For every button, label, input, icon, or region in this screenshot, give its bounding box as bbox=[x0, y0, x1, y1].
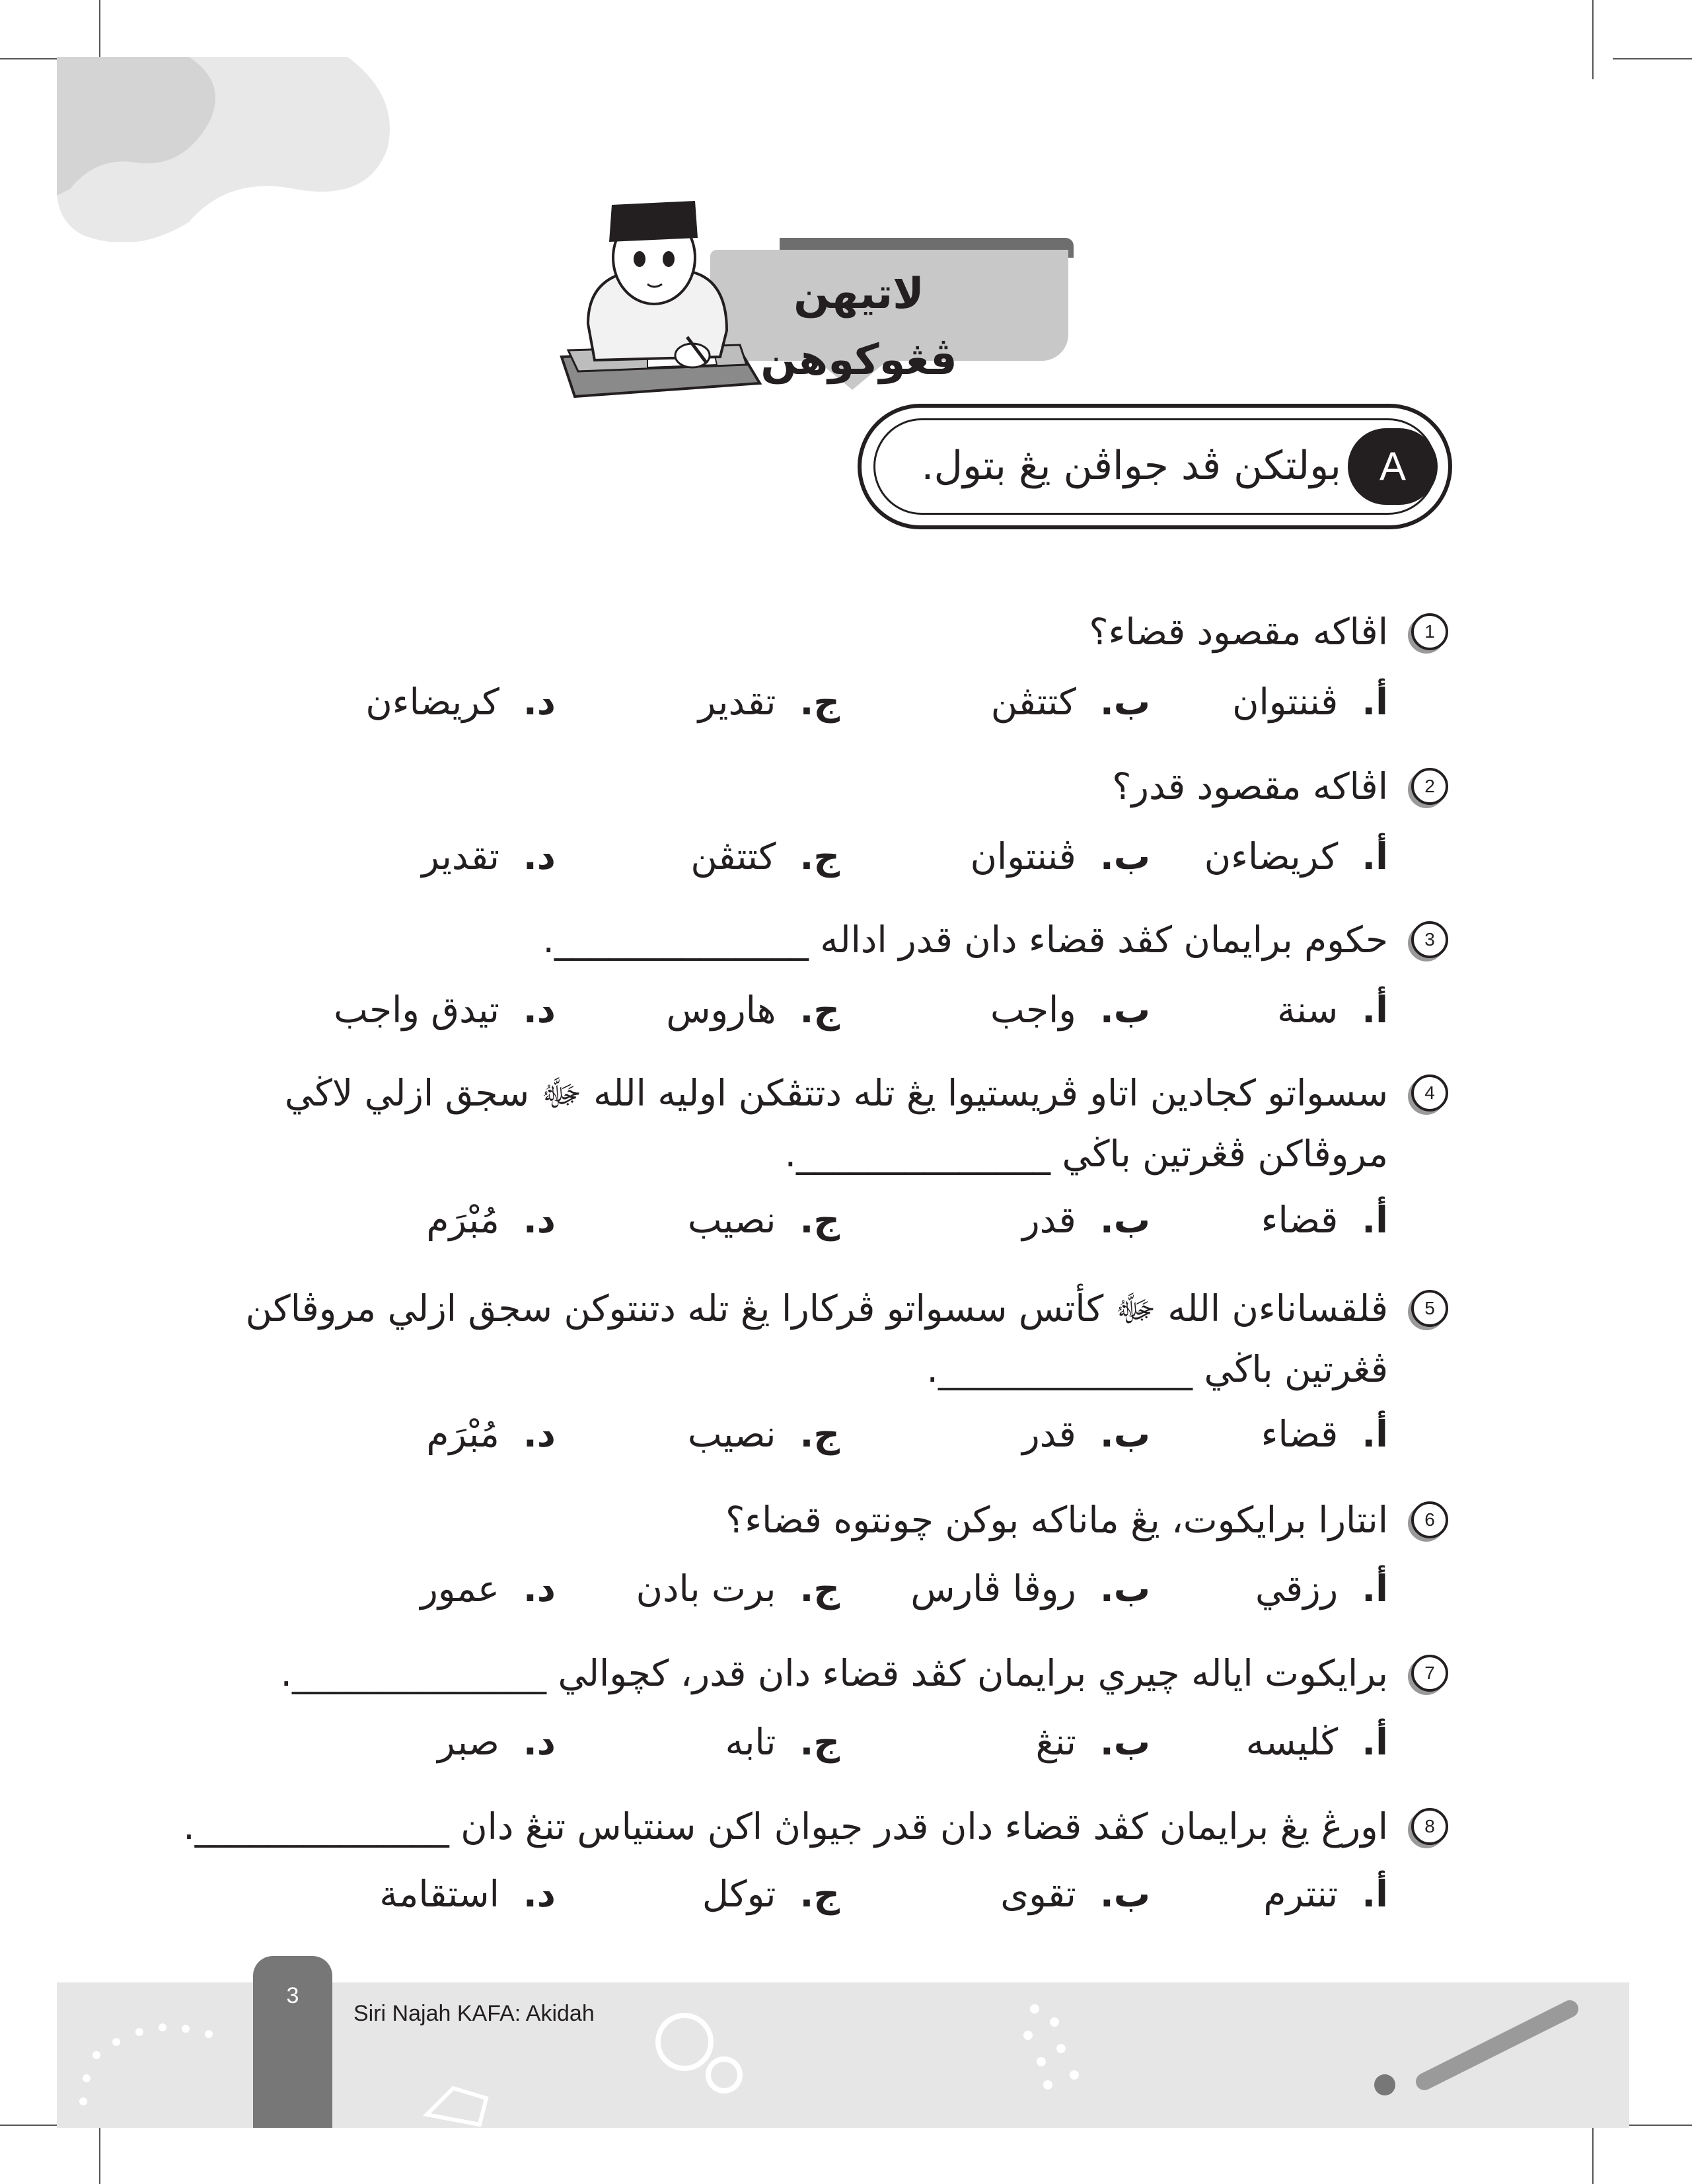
option-c bbox=[688, 1193, 840, 1246]
option-b bbox=[1036, 1715, 1150, 1768]
option-a bbox=[1204, 830, 1388, 883]
option-text: صبر bbox=[437, 1721, 499, 1763]
option-text: نصيب bbox=[687, 1199, 776, 1241]
option-letter: ب. bbox=[1099, 1873, 1150, 1915]
option-text: تيدق واجب bbox=[334, 989, 499, 1031]
option-text: تقوى bbox=[1000, 1873, 1076, 1915]
option-letter: ج. bbox=[799, 1567, 840, 1610]
option-b bbox=[990, 983, 1150, 1036]
option-letter: ب. bbox=[1099, 1413, 1150, 1455]
option-letter: أ. bbox=[1362, 989, 1388, 1031]
question-number: 3 bbox=[1411, 921, 1448, 958]
option-text: روڤا ڤارس bbox=[910, 1567, 1076, 1610]
option-letter: د. bbox=[523, 1721, 556, 1763]
option-letter: ج. bbox=[799, 1721, 840, 1763]
option-text: تقدير bbox=[422, 835, 499, 878]
option-letter: د. bbox=[523, 1413, 556, 1455]
option-text: نصيب bbox=[687, 1413, 776, 1455]
page-title: لاتيهن ڤڠوكوهن bbox=[760, 270, 957, 385]
option-text: مُبْرَم bbox=[426, 1413, 499, 1455]
instruction-text: بولتكن ڤد جواڤن يڠ بتول. bbox=[921, 443, 1341, 489]
option-text: تنڠ bbox=[1035, 1721, 1076, 1763]
question-text: انتارا برايكوت، يڠ ماناكه بوكن چونتوه قضاء؟ bbox=[725, 1499, 1388, 1541]
option-d bbox=[420, 1562, 556, 1615]
option-c bbox=[636, 1562, 840, 1615]
option-b bbox=[910, 1562, 1150, 1615]
option-text: عمور bbox=[420, 1567, 499, 1610]
question-text: سسواتو كجادين اتاو ڤريستيوا يڠ تله دتتڤكن اوليه الله ﷻ سجق ازلي لاڬي bbox=[284, 1072, 1388, 1114]
question-number: 2 bbox=[1411, 768, 1448, 805]
question-number: 1 bbox=[1411, 613, 1448, 650]
option-letter: ج. bbox=[799, 1199, 840, 1241]
series-title: Siri Najah KAFA: Akidah bbox=[353, 2001, 595, 2026]
option-letter: د. bbox=[523, 1567, 556, 1610]
option-letter: أ. bbox=[1362, 681, 1388, 723]
option-letter: ج. bbox=[799, 681, 840, 723]
option-letter: ب. bbox=[1099, 1199, 1150, 1241]
option-d bbox=[365, 675, 556, 728]
option-letter: أ. bbox=[1362, 1199, 1388, 1241]
question-text: ڤلقساناءن الله ﷻ كأتس سسواتو ڤركارا يڠ تله دتنتوكن سجق ازلي مروڤاكن bbox=[245, 1287, 1388, 1330]
option-text: قضاء bbox=[1261, 1199, 1339, 1241]
option-text: كتتڤن bbox=[990, 681, 1076, 723]
option-letter: ب. bbox=[1099, 835, 1150, 878]
option-b bbox=[1022, 1408, 1150, 1460]
question-number: 7 bbox=[1411, 1655, 1448, 1692]
option-letter: د. bbox=[523, 989, 556, 1031]
question-number: 4 bbox=[1411, 1074, 1448, 1111]
option-text: واجب bbox=[990, 989, 1076, 1031]
option-b bbox=[971, 830, 1150, 883]
option-d bbox=[422, 830, 556, 883]
option-text: تابه bbox=[725, 1721, 776, 1763]
option-d bbox=[334, 983, 556, 1036]
option-a bbox=[1246, 1715, 1388, 1768]
question-number: 8 bbox=[1411, 1808, 1448, 1845]
option-text: تقدير bbox=[698, 681, 776, 723]
option-a bbox=[1277, 983, 1388, 1036]
question-text: اورڠ يڠ برايمان كڤد قضاء دان قدر جيواڽ اكن سنتياس تنڠ دان ______________. bbox=[183, 1805, 1388, 1848]
corner-decoration bbox=[57, 57, 400, 242]
option-letter: ج. bbox=[799, 989, 840, 1031]
option-letter: د. bbox=[523, 1199, 556, 1241]
option-letter: أ. bbox=[1362, 1873, 1388, 1915]
option-c bbox=[666, 983, 840, 1036]
option-text: ڤننتوان bbox=[970, 835, 1076, 878]
question-text: برايكوت اياله چيري برايمان كڤد قضاء دان قدر، كچوالي ______________. bbox=[280, 1652, 1388, 1694]
option-letter: ب. bbox=[1099, 1567, 1150, 1610]
crop-mark bbox=[1592, 0, 1594, 79]
option-b bbox=[1000, 1867, 1150, 1920]
option-text: توكل bbox=[702, 1873, 776, 1915]
option-c bbox=[698, 675, 840, 728]
option-text: برت بادن bbox=[636, 1567, 776, 1610]
option-text: رزقي bbox=[1255, 1567, 1339, 1610]
option-text: تنترم bbox=[1263, 1873, 1339, 1915]
option-text: ڬليسه bbox=[1245, 1721, 1339, 1763]
question-text-continued: مروڤاكن ڤڠرتين باڬي ______________. bbox=[784, 1133, 1388, 1175]
option-letter: ب. bbox=[1099, 681, 1150, 723]
option-letter: د. bbox=[523, 1873, 556, 1915]
question-text: اڤاكه مقصود قدر؟ bbox=[1112, 765, 1388, 808]
option-text: مُبْرَم bbox=[426, 1199, 499, 1241]
option-letter: ب. bbox=[1099, 989, 1150, 1031]
option-c bbox=[688, 1408, 840, 1460]
question-text-continued: ڤڠرتين باڬي ______________. bbox=[926, 1348, 1388, 1390]
option-text: قدر bbox=[1022, 1413, 1076, 1455]
question-number: 5 bbox=[1411, 1290, 1448, 1327]
option-letter: ج. bbox=[799, 835, 840, 878]
option-b bbox=[1022, 1193, 1150, 1246]
question-text: اڤاكه مقصود قضاء؟ bbox=[1089, 611, 1388, 653]
option-text: ڤننتوان bbox=[1232, 681, 1339, 723]
option-c bbox=[725, 1715, 840, 1768]
option-letter: أ. bbox=[1362, 835, 1388, 878]
option-letter: د. bbox=[523, 835, 556, 878]
option-c bbox=[702, 1867, 840, 1920]
section-badge: A bbox=[1348, 428, 1438, 505]
option-a bbox=[1261, 1408, 1388, 1460]
option-text: قضاء bbox=[1261, 1413, 1339, 1455]
option-letter: أ. bbox=[1362, 1413, 1388, 1455]
option-text: سنة bbox=[1277, 989, 1339, 1031]
option-c bbox=[690, 830, 840, 883]
option-b bbox=[991, 675, 1150, 728]
option-text: قدر bbox=[1022, 1199, 1076, 1241]
option-text: كريضاءن bbox=[1204, 835, 1339, 878]
option-d bbox=[426, 1408, 556, 1460]
option-letter: أ. bbox=[1362, 1721, 1388, 1763]
option-d bbox=[379, 1867, 556, 1920]
option-a bbox=[1232, 675, 1388, 728]
option-text: كتتڤن bbox=[690, 835, 776, 878]
option-letter: ج. bbox=[799, 1873, 840, 1915]
option-letter: أ. bbox=[1362, 1567, 1388, 1610]
option-a bbox=[1255, 1562, 1388, 1615]
option-a bbox=[1263, 1867, 1388, 1920]
option-d bbox=[437, 1715, 556, 1768]
option-letter: ب. bbox=[1099, 1721, 1150, 1763]
option-d bbox=[426, 1193, 556, 1246]
option-a bbox=[1261, 1193, 1388, 1246]
option-text: كريضاءن bbox=[365, 681, 499, 723]
option-letter: د. bbox=[523, 681, 556, 723]
option-text: استقامة bbox=[379, 1873, 499, 1915]
question-number: 6 bbox=[1411, 1501, 1448, 1538]
page-number: 3 bbox=[286, 1983, 299, 2008]
question-text: حكوم برايمان كڤد قضاء دان قدر اداله ______________. bbox=[542, 919, 1388, 961]
option-text: هاروس bbox=[666, 989, 776, 1031]
crop-mark bbox=[1613, 58, 1692, 59]
option-letter: ج. bbox=[799, 1413, 840, 1455]
